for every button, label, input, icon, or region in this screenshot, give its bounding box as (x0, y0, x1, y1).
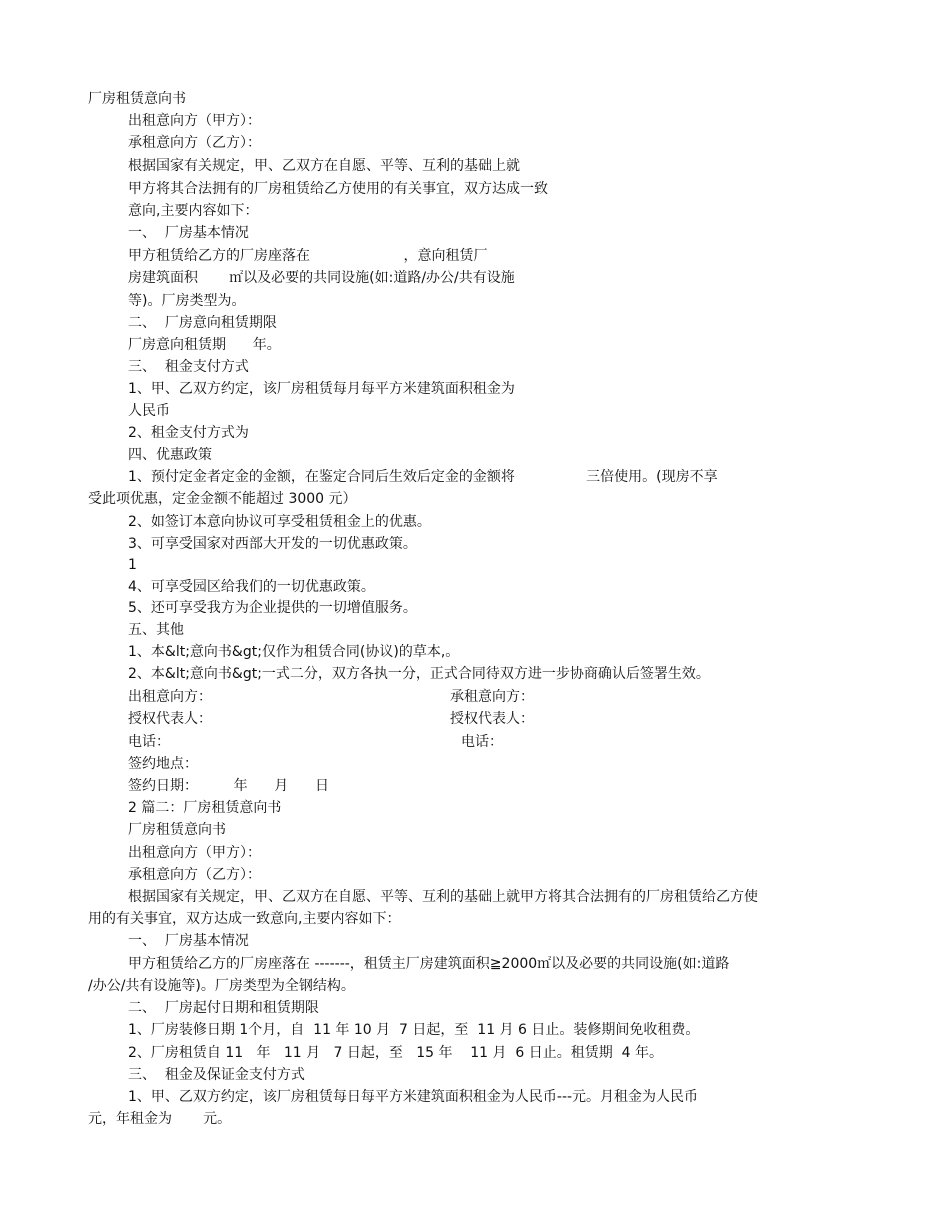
section-heading: 二、 厂房意向租赁期限 (128, 315, 277, 331)
text-line: 受此项优惠，定金金额不能超过 3000 元） (88, 491, 357, 507)
part2-heading: 2 篇二：厂房租赁意向书 (128, 800, 282, 816)
text-line: 2、本&lt;意向书&gt;一式二分，双方各执一分，正式合同待双方进一步协商确认后签署生效。 (128, 666, 710, 682)
section-heading: 一、 厂房基本情况 (128, 225, 249, 241)
section-heading: 四、优惠政策 (128, 447, 212, 463)
signature-date: 签约日期： 年 月 日 (128, 778, 330, 794)
intro-line: 用的有关事宜，双方达成一致意向,主要内容如下： (88, 911, 401, 927)
text-line: 甲方租赁给乙方的厂房座落在 ，意向租赁厂 (128, 248, 488, 264)
text-line: 1、厂房装修日期 1个月，自 11 年 10 月 7 日起，至 11 月 6 日止。装修期间免收租费。 (128, 1022, 700, 1038)
text-line: 2、厂房租赁自 11 年 11 月 7 日起，至 15 年 11 月 6 日止。租赁期 4 年。 (128, 1045, 664, 1061)
text-line: 1、甲、乙双方约定，该厂房租赁每月每平方米建筑面积租金为 (128, 381, 515, 397)
section-heading: 三、 租金及保证金支付方式 (128, 1067, 305, 1083)
text-line: 2、租金支付方式为 (128, 425, 249, 441)
text-line: 房建筑面积 ㎡以及必要的共同设施(如:道路/办公/共有设施 (128, 270, 515, 286)
signature-lessee: 承租意向方： (450, 689, 534, 705)
intro-line: 根据国家有关规定，甲、乙双方在自愿、平等、互利的基础上就 (128, 158, 520, 174)
text-line: 元，年租金为 元。 (88, 1111, 232, 1127)
signature-rep-right: 授权代表人： (450, 711, 534, 727)
doc-title: 厂房租赁意向书 (88, 91, 186, 107)
lessor-line: 出租意向方（甲方）： (128, 113, 261, 129)
text-line: 3、可享受国家对西部大开发的一切优惠政策。 (128, 536, 417, 552)
text-line: 厂房意向租赁期 年。 (128, 337, 281, 353)
signature-tel-right: 电话： (461, 734, 503, 750)
section-heading: 三、 租金支付方式 (128, 359, 249, 375)
page-number: 1 (128, 557, 137, 573)
section-heading: 二、 厂房起付日期和租赁期限 (128, 1000, 319, 1016)
text-line: 1、预付定金者定金的金额，在鉴定合同后生效后定金的金额将 三倍使用。(现房不享 (128, 469, 718, 485)
text-line: 人民币 (128, 403, 170, 419)
part2-title: 厂房租赁意向书 (128, 822, 226, 838)
section-heading: 五、其他 (128, 622, 184, 638)
lessee-line: 承租意向方（乙方）： (128, 867, 261, 883)
section-heading: 一、 厂房基本情况 (128, 933, 249, 949)
text-line: 等)。厂房类型为。 (128, 293, 246, 309)
text-line: /办公/共有设施等)。厂房类型为全钢结构。 (88, 978, 355, 994)
intro-line: 甲方将其合法拥有的厂房租赁给乙方使用的有关事宜，双方达成一致 (128, 181, 548, 197)
lessee-line: 承租意向方（乙方）： (128, 135, 261, 151)
lessor-line: 出租意向方（甲方）： (128, 845, 261, 861)
signature-place: 签约地点： (128, 756, 198, 772)
text-line: 1、本&lt;意向书&gt;仅作为租赁合同(协议)的草本,。 (128, 644, 460, 660)
signature-rep-left: 授权代表人： (128, 711, 212, 727)
intro-line: 根据国家有关规定，甲、乙双方在自愿、平等、互利的基础上就甲方将其合法拥有的厂房租赁给乙方使 (128, 889, 758, 905)
text-line: 2、如签订本意向协议可享受租赁租金上的优惠。 (128, 514, 431, 530)
text-line: 甲方租赁给乙方的厂房座落在 -------，租赁主厂房建筑面积≧2000㎡以及必要的共同设施(如:道路 (128, 956, 730, 972)
signature-lessor: 出租意向方： (128, 689, 212, 705)
signature-tel-left: 电话： (128, 734, 170, 750)
text-line: 5、还可享受我方为企业提供的一切增值服务。 (128, 600, 417, 616)
text-line: 4、可享受园区给我们的一切优惠政策。 (128, 579, 375, 595)
intro-line: 意向,主要内容如下： (128, 203, 259, 219)
text-line: 1、甲、乙双方约定，该厂房租赁每日每平方米建筑面积租金为人民币---元。月租金为人民币 (128, 1089, 699, 1105)
